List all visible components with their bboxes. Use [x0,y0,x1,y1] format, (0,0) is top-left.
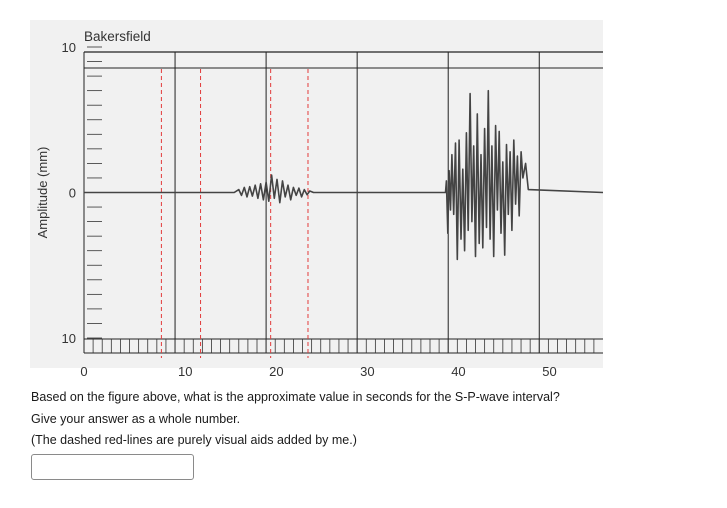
y-tick-label: 10 [61,40,76,55]
x-tick-label: 40 [451,364,466,379]
x-tick-label: 0 [80,364,88,379]
y-axis-label: Amplitude (mm) [35,146,50,239]
question-note: (The dashed red-lines are purely visual aids added by me.) [31,433,357,447]
seismogram-chart [30,20,603,379]
y-tick-label: 10 [61,331,76,346]
question-text: Based on the figure above, what is the approximate value in seconds for the S-P-wave interval? [31,390,560,404]
ruler-ticks [87,47,594,353]
y-tick-label: 0 [68,185,76,201]
annotation-lines [161,69,308,358]
seismogram-figure [30,20,603,379]
x-tick-label: 50 [542,364,557,379]
chart-title: Bakersfield [84,29,151,44]
x-tick-label: 20 [269,364,284,379]
x-tick-label: 30 [360,364,375,379]
question-instruction: Give your answer as a whole number. [31,412,241,426]
answer-input[interactable] [31,454,194,480]
x-tick-label: 10 [178,364,193,379]
